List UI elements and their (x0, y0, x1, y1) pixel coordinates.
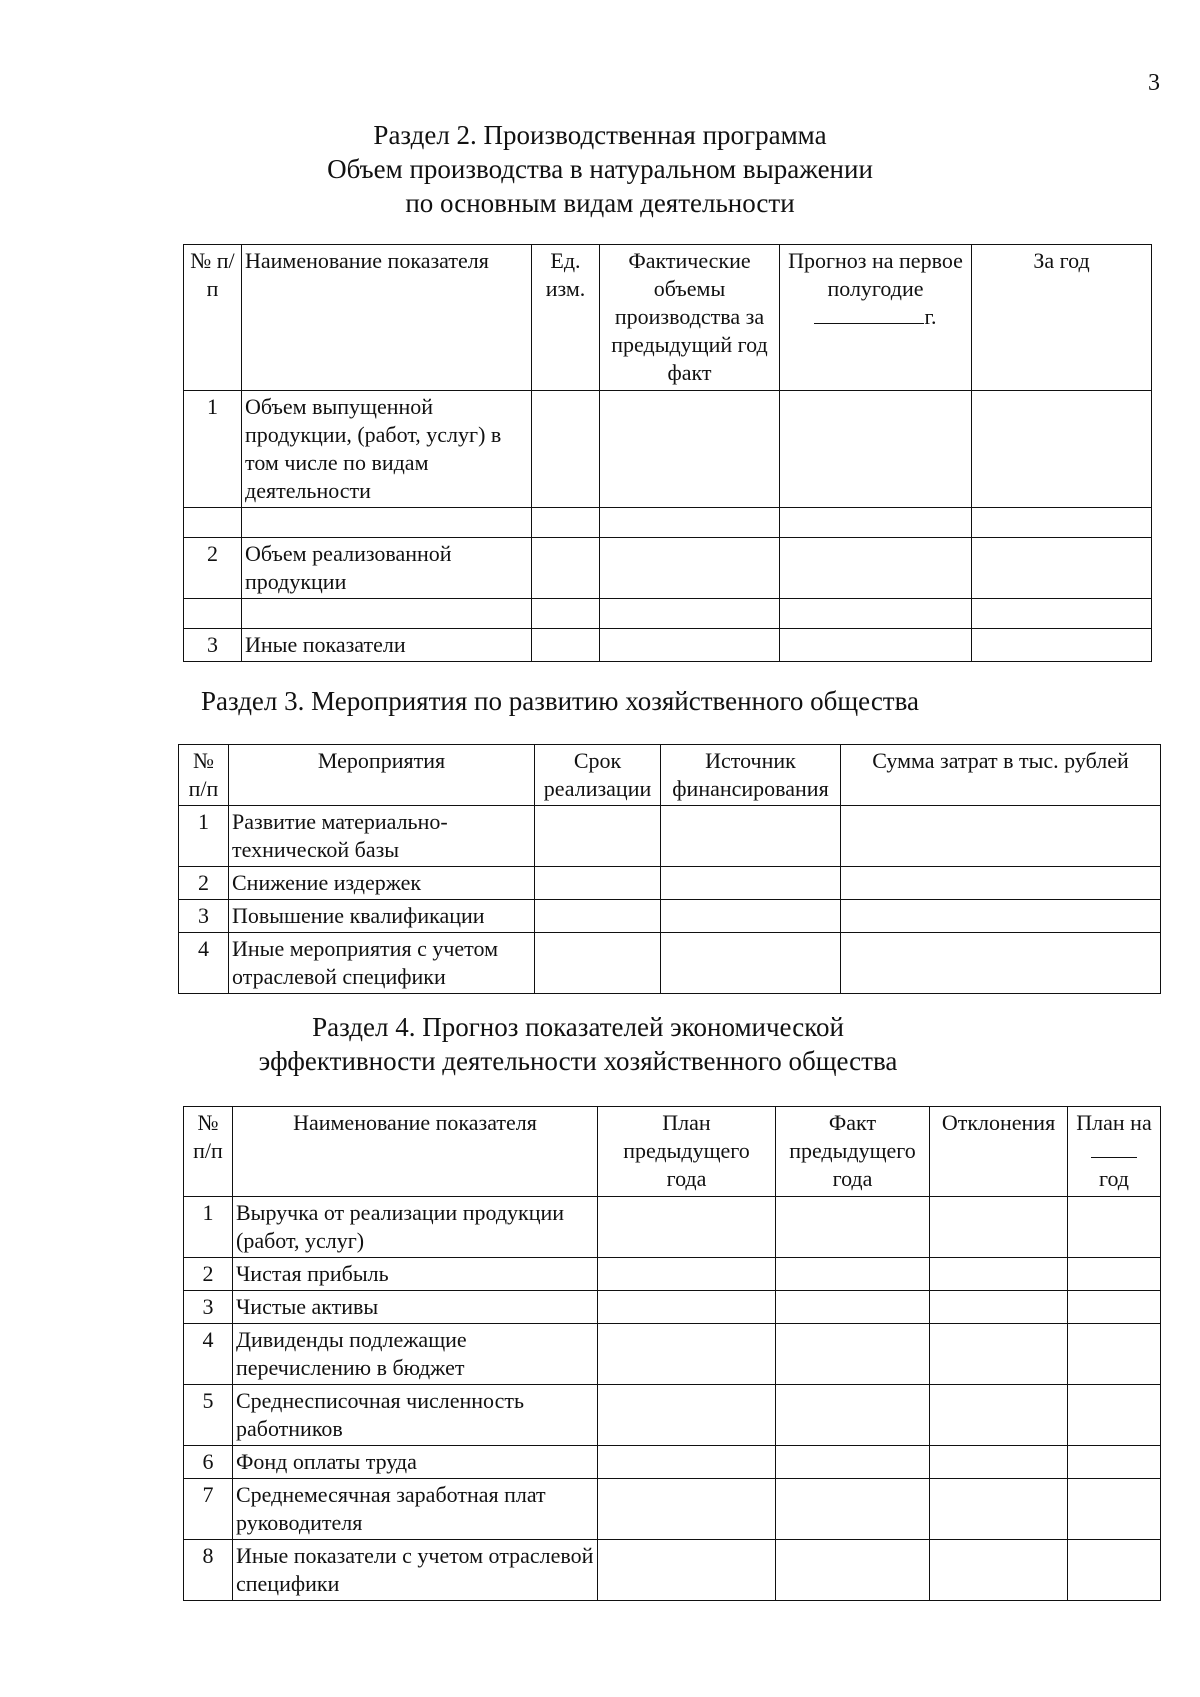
table-row (184, 508, 1152, 538)
row-cell[interactable] (776, 1540, 930, 1601)
row-cell[interactable] (1068, 1258, 1161, 1291)
row-cell[interactable] (930, 1446, 1068, 1479)
row-name: Иные показатели (242, 629, 532, 662)
header-unit: Ед. изм. (532, 245, 600, 391)
row-cell[interactable] (776, 1291, 930, 1324)
row-cell[interactable] (598, 1479, 776, 1540)
row-cell[interactable] (841, 933, 1161, 994)
row-num: 7 (184, 1479, 233, 1540)
page-number: 3 (1148, 70, 1160, 96)
year-blank-field[interactable] (814, 323, 924, 324)
table-row (184, 1540, 1161, 1601)
table-row (179, 900, 1161, 933)
row-num: 5 (184, 1385, 233, 1446)
row-name: Развитие материально-технической базы (229, 806, 535, 867)
header-plan-previous-year: План предыдущего года (598, 1107, 776, 1197)
row-cell[interactable] (972, 629, 1152, 662)
row-num: 4 (184, 1324, 233, 1385)
row-cell[interactable] (532, 538, 600, 599)
header-forecast-year-suffix: г. (924, 304, 937, 329)
row-cell[interactable] (930, 1197, 1068, 1258)
row-num: 1 (184, 1197, 233, 1258)
row-cell[interactable] (930, 1258, 1068, 1291)
row-cell[interactable] (535, 900, 661, 933)
row-name: Объем реализованной продукции (242, 538, 532, 599)
row-num: 3 (184, 629, 242, 662)
row-cell[interactable] (600, 599, 780, 629)
row-cell[interactable] (598, 1385, 776, 1446)
header-indicator-name: Наименование показателя (242, 245, 532, 391)
row-cell[interactable] (780, 508, 972, 538)
row-num: 2 (184, 1258, 233, 1291)
row-cell[interactable] (972, 508, 1152, 538)
header-plan-next-year (1068, 1107, 1161, 1197)
row-cell[interactable] (780, 599, 972, 629)
year-blank-field[interactable] (1091, 1137, 1137, 1158)
efficiency-forecast-table (183, 1106, 1161, 1601)
table-header-row (179, 745, 1161, 806)
row-cell[interactable] (600, 391, 780, 508)
header-funding-source: Источник финансирования (661, 745, 841, 806)
row-cell[interactable] (1068, 1197, 1161, 1258)
row-num: 3 (184, 1291, 233, 1324)
production-program-table (183, 244, 1152, 662)
row-cell[interactable] (661, 806, 841, 867)
row-name: Среднесписочная численность работников (233, 1385, 598, 1446)
header-num: № п/п (184, 1107, 233, 1197)
section4-title-line-2: эффективности деятельности хозяйственного общества (258, 1046, 898, 1076)
row-cell[interactable] (841, 867, 1161, 900)
table-row (184, 1479, 1161, 1540)
header-forecast-half-year (780, 245, 972, 391)
row-cell[interactable] (972, 538, 1152, 599)
section2-title-line-1: Раздел 2. Производственная программа (373, 120, 827, 150)
header-forecast-label: Прогноз на первое полугодие (788, 248, 963, 301)
row-cell[interactable] (532, 629, 600, 662)
row-cell[interactable] (532, 599, 600, 629)
row-cell[interactable] (1068, 1291, 1161, 1324)
header-for-year: За год (972, 245, 1152, 391)
row-cell[interactable] (776, 1446, 930, 1479)
row-cell[interactable] (780, 391, 972, 508)
row-cell[interactable] (598, 1324, 776, 1385)
table-row (184, 1197, 1161, 1258)
row-cell[interactable] (661, 867, 841, 900)
row-name: Среднемесячная заработная плат руководителя (233, 1479, 598, 1540)
section3-title: Раздел 3. Мероприятия по развитию хозяйственного общества (201, 686, 919, 716)
row-num: 1 (184, 391, 242, 508)
row-cell[interactable] (930, 1324, 1068, 1385)
row-name: Чистые активы (233, 1291, 598, 1324)
row-cell[interactable] (776, 1479, 930, 1540)
row-cell[interactable] (776, 1324, 930, 1385)
row-cell[interactable] (930, 1291, 1068, 1324)
header-num: № п/п (184, 245, 242, 391)
table-row (184, 1385, 1161, 1446)
table-row (184, 1446, 1161, 1479)
row-name: Снижение издержек (229, 867, 535, 900)
row-name (242, 508, 532, 538)
row-cell[interactable] (600, 508, 780, 538)
table-row (179, 806, 1161, 867)
row-cell[interactable] (930, 1385, 1068, 1446)
row-name: Иные мероприятия с учетом отраслевой специфики (229, 933, 535, 994)
row-num (184, 508, 242, 538)
row-cell[interactable] (930, 1540, 1068, 1601)
row-cell[interactable] (776, 1258, 930, 1291)
row-cell[interactable] (598, 1446, 776, 1479)
row-name: Иные показатели с учетом отраслевой специфики (233, 1540, 598, 1601)
row-cell[interactable] (841, 900, 1161, 933)
row-name: Дивиденды подлежащие перечислению в бюджет (233, 1324, 598, 1385)
table-row (179, 867, 1161, 900)
row-num: 3 (179, 900, 229, 933)
header-measures: Мероприятия (229, 745, 535, 806)
row-cell[interactable] (1068, 1479, 1161, 1540)
row-num: 2 (184, 538, 242, 599)
table-row (184, 1324, 1161, 1385)
row-num: 8 (184, 1540, 233, 1601)
row-cell[interactable] (532, 391, 600, 508)
table-row (184, 391, 1152, 508)
row-cell[interactable] (972, 391, 1152, 508)
row-cell[interactable] (598, 1540, 776, 1601)
section2-title-line-2: Объем производства в натуральном выражении (327, 154, 873, 184)
table-row (179, 933, 1161, 994)
header-plan-next-prefix: План на (1076, 1110, 1152, 1135)
table-row (184, 599, 1152, 629)
row-name: Повышение квалификации (229, 900, 535, 933)
row-name (242, 599, 532, 629)
row-cell[interactable] (598, 1197, 776, 1258)
table-row (184, 1258, 1161, 1291)
header-fact-previous-year: Факт предыдущего года (776, 1107, 930, 1197)
row-cell[interactable] (972, 599, 1152, 629)
table-header-row (184, 245, 1152, 391)
row-cell[interactable] (598, 1258, 776, 1291)
row-cell[interactable] (930, 1479, 1068, 1540)
row-cell[interactable] (841, 806, 1161, 867)
row-name: Фонд оплаты труда (233, 1446, 598, 1479)
row-cell[interactable] (661, 933, 841, 994)
row-cell[interactable] (532, 508, 600, 538)
header-deviations: Отклонения (930, 1107, 1068, 1197)
header-term: Срок реализации (535, 745, 661, 806)
header-num: № п/п (179, 745, 229, 806)
row-cell[interactable] (598, 1291, 776, 1324)
row-num: 2 (179, 867, 229, 900)
row-cell[interactable] (780, 629, 972, 662)
row-cell[interactable] (535, 933, 661, 994)
row-num: 6 (184, 1446, 233, 1479)
row-cell[interactable] (535, 867, 661, 900)
section4-title-line-1: Раздел 4. Прогноз показателей экономической (312, 1012, 844, 1042)
row-num: 1 (179, 806, 229, 867)
row-num (184, 599, 242, 629)
header-indicator-name: Наименование показателя (233, 1107, 598, 1197)
row-cell[interactable] (535, 806, 661, 867)
header-cost: Сумма затрат в тыс. рублей (841, 745, 1161, 806)
row-name: Выручка от реализации продукции (работ, услуг) (233, 1197, 598, 1258)
table-row (184, 538, 1152, 599)
row-cell[interactable] (600, 629, 780, 662)
row-cell[interactable] (1068, 1540, 1161, 1601)
header-actual-volumes: Фактические объемы производства за предыдущий год факт (600, 245, 780, 391)
row-cell[interactable] (600, 538, 780, 599)
row-cell[interactable] (661, 900, 841, 933)
table-row (184, 1291, 1161, 1324)
section2-title-line-3: по основным видам деятельности (405, 188, 795, 218)
row-cell[interactable] (1068, 1446, 1161, 1479)
row-cell[interactable] (1068, 1385, 1161, 1446)
row-cell[interactable] (776, 1197, 930, 1258)
table-header-row (184, 1107, 1161, 1197)
table-row (184, 629, 1152, 662)
row-cell[interactable] (780, 538, 972, 599)
row-cell[interactable] (1068, 1324, 1161, 1385)
row-num: 4 (179, 933, 229, 994)
row-cell[interactable] (776, 1385, 930, 1446)
row-name: Объем выпущенной продукции, (работ, услуг) в том числе по видам деятельности (242, 391, 532, 508)
header-plan-next-suffix: год (1098, 1166, 1130, 1191)
row-name: Чистая прибыль (233, 1258, 598, 1291)
development-measures-table (178, 744, 1161, 994)
